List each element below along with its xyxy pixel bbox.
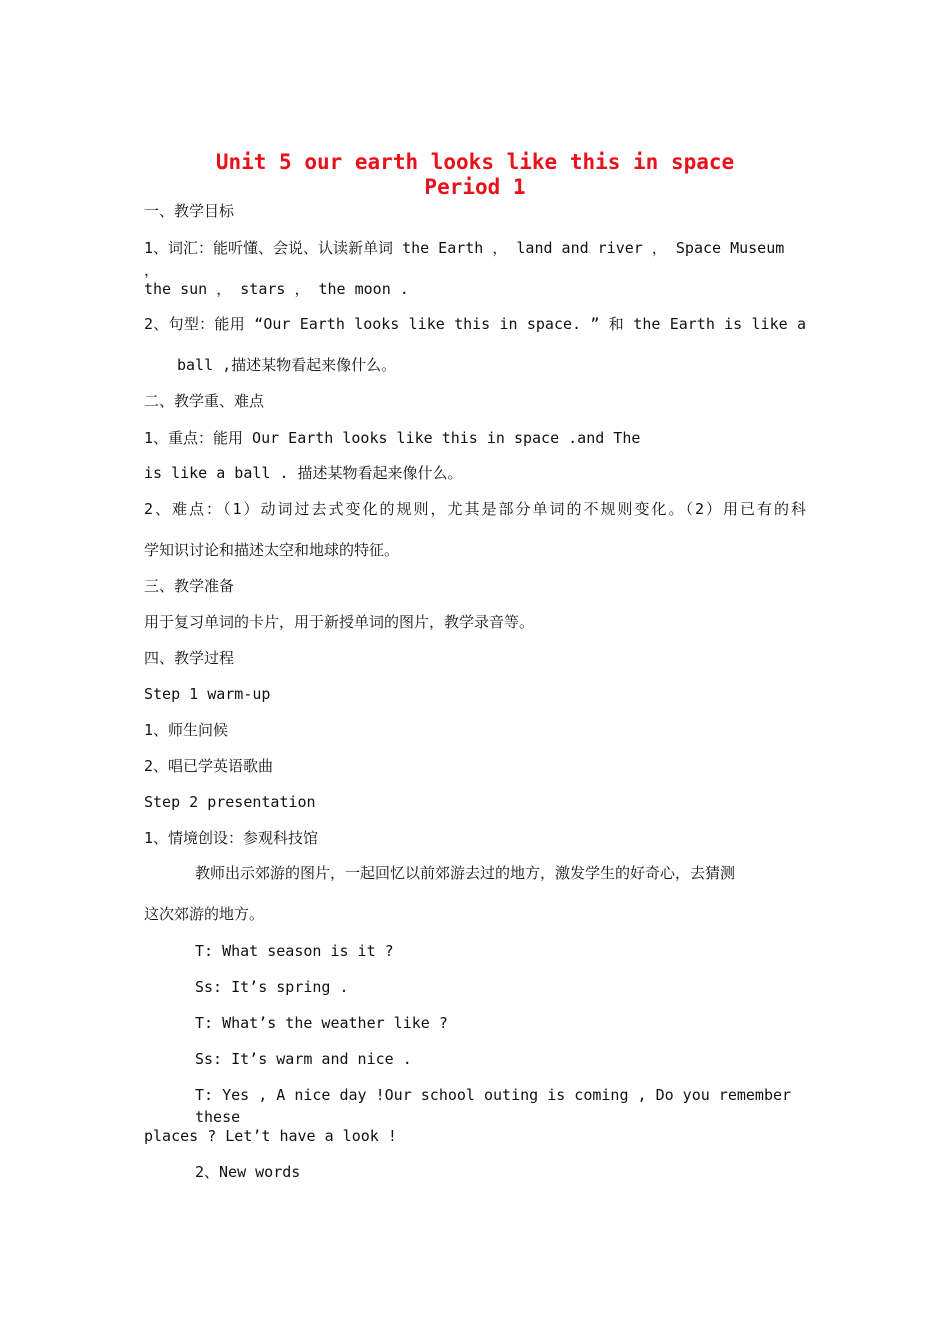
paragraph-line: 1、师生问候	[144, 721, 229, 739]
dialogue-line: T: Yes , A nice day !Our school outing is coming , Do you remember these	[195, 1086, 792, 1126]
document-title: Unit 5 our earth looks like this in space	[215, 150, 735, 174]
paragraph-line: 学知识讨论和描述太空和地球的特征。	[144, 541, 400, 559]
section-heading-key-points: 二、教学重、难点	[144, 392, 265, 410]
paragraph-line: 用于复习单词的卡片，用于新授单词的图片，教学录音等。	[144, 613, 535, 631]
paragraph-line: 2、句型：能用 “Our Earth looks like this in space. ” 和 the Earth is like a	[144, 315, 806, 333]
paragraph-line: 1、词汇：能听懂、会说、认读新单词 the Earth ， land and river ， Space Museum ，	[144, 239, 785, 279]
paragraph-line: 这次郊游的地方。	[144, 905, 265, 923]
paragraph-line: 1、情境创设：参观科技馆	[144, 829, 319, 847]
dialogue-line: places ? Let’t have a look !	[144, 1127, 397, 1145]
section-heading-objectives: 一、教学目标	[144, 202, 235, 220]
dialogue-line: T: What season is it ?	[195, 942, 394, 960]
dialogue-line: Ss: It’s spring .	[195, 978, 349, 996]
step-heading: Step 2 presentation	[144, 793, 316, 811]
paragraph-line: 1、重点：能用 Our Earth looks like this in space .and The	[144, 429, 641, 447]
section-heading-process: 四、教学过程	[144, 649, 235, 667]
paragraph-line: ball ,描述某物看起来像什么。	[177, 356, 397, 374]
step-heading: Step 1 warm-up	[144, 685, 271, 703]
paragraph-line: 2、唱已学英语歌曲	[144, 757, 274, 775]
paragraph-line: is like a ball . 描述某物看起来像什么。	[144, 464, 463, 482]
paragraph-line: 2、难点：（1）动词过去式变化的规则，尤其是部分单词的不规则变化。（2）用已有的科	[144, 500, 806, 518]
paragraph-line: 2、New words	[195, 1163, 301, 1181]
paragraph-line: 教师出示郊游的图片，一起回忆以前郊游去过的地方，激发学生的好奇心，去猜测	[195, 864, 736, 882]
document-subtitle: Period 1	[424, 175, 526, 199]
paragraph-line: the sun ， stars ， the moon .	[144, 280, 409, 298]
dialogue-line: T: What’s the weather like ?	[195, 1014, 448, 1032]
section-heading-preparation: 三、教学准备	[144, 577, 235, 595]
dialogue-line: Ss: It’s warm and nice .	[195, 1050, 412, 1068]
